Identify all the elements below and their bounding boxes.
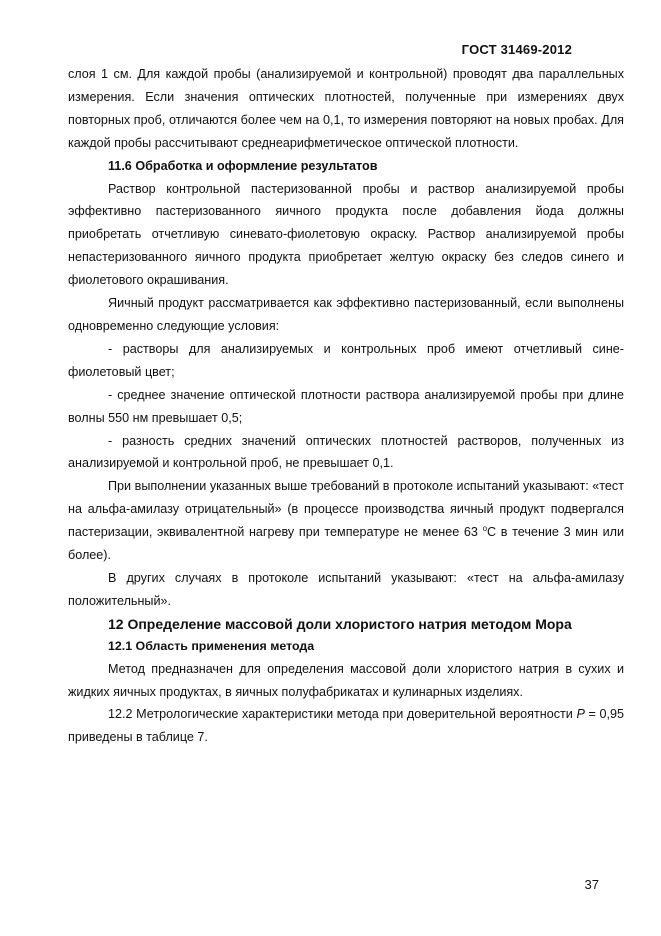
document-header: ГОСТ 31469-2012 [461,42,572,57]
page-number: 37 [584,877,599,892]
probability-symbol: Р [576,707,585,722]
paragraph-metrology-end: = 0,95 приведены в таблице 7. [68,707,624,745]
paragraph-positive-test: В других случаях в протоколе испытаний указывают: «тест на альфа-амилазу положительный». [68,570,624,608]
section-heading-12: 12 Определение массовой доли хлористого натрия методом Мора [108,615,572,632]
paragraph-method-purpose: Метод предназначен для определения массовой доли хлористого натрия в сухих и жидких яичных продуктах, в яичных полуфабрикатах и кулинарных изделиях. [68,661,624,699]
degree-symbol: o [482,524,488,534]
paragraph-metrology [68,703,624,749]
paragraph-color-result: Раствор контрольной пастеризованной пробы и раствор анализируемой пробы эффективно пастеризованного яичного продукта после добавления йода должны приобретать отчетливую синевато-фиолетовую окраску. Раствор анализируемой пробы непастеризованного яичного продукта приобретает желтую окраску без следов синего и фиолетового окрашивания. [68,181,624,288]
paragraph-measurement-continuation: слоя 1 см. Для каждой пробы (анализируемой и контрольной) проводят два параллельных измерения. Если значения оптических плотностей, полученные при измерениях двух повторных проб, отличаются более чем на 0,1, то измерения повторяют на новых пробах. Для каждой пробы рассчитывают среднеарифметическое оптической плотности. [68,67,624,150]
paragraph-negative-test-end: С в течение 3 мин или более). [68,525,624,563]
paragraph-conditions-intro: Яичный продукт рассматривается как эффективно пастеризованный, если выполнены одновременно следующие условия: [68,296,624,333]
paragraph-negative-test [68,475,624,567]
paragraph-negative-test-text: При выполнении указанных выше требований в протоколе испытаний указывают: «тест на альфа-амилазу отрицательный» (в процессе производства яичный продукт подвергался пастеризации, эквивалентной нагреву при температуре не менее 63 [68,479,624,540]
paragraph-metrology-text: 12.2 Метрологические характеристики метода при доверительной вероятности [108,707,577,722]
list-item-condition-3: - разность средних значений оптических плотностей растворов, полученных из анализируемой и контрольной проб, не превышает 0,1. [68,433,624,471]
section-heading-12-1: 12.1 Область применения метода [108,638,315,653]
section-heading-11-6: 11.6 Обработка и оформление результатов [108,158,378,173]
document-body [68,63,624,749]
list-item-condition-1: - растворы для анализируемых и контрольных проб имеют отчетливый сине-фиолетовый цвет; [68,341,624,379]
list-item-condition-2: - среднее значение оптической плотности раствора анализируемой пробы при длине волны 550 нм превышает 0,5; [68,387,624,425]
